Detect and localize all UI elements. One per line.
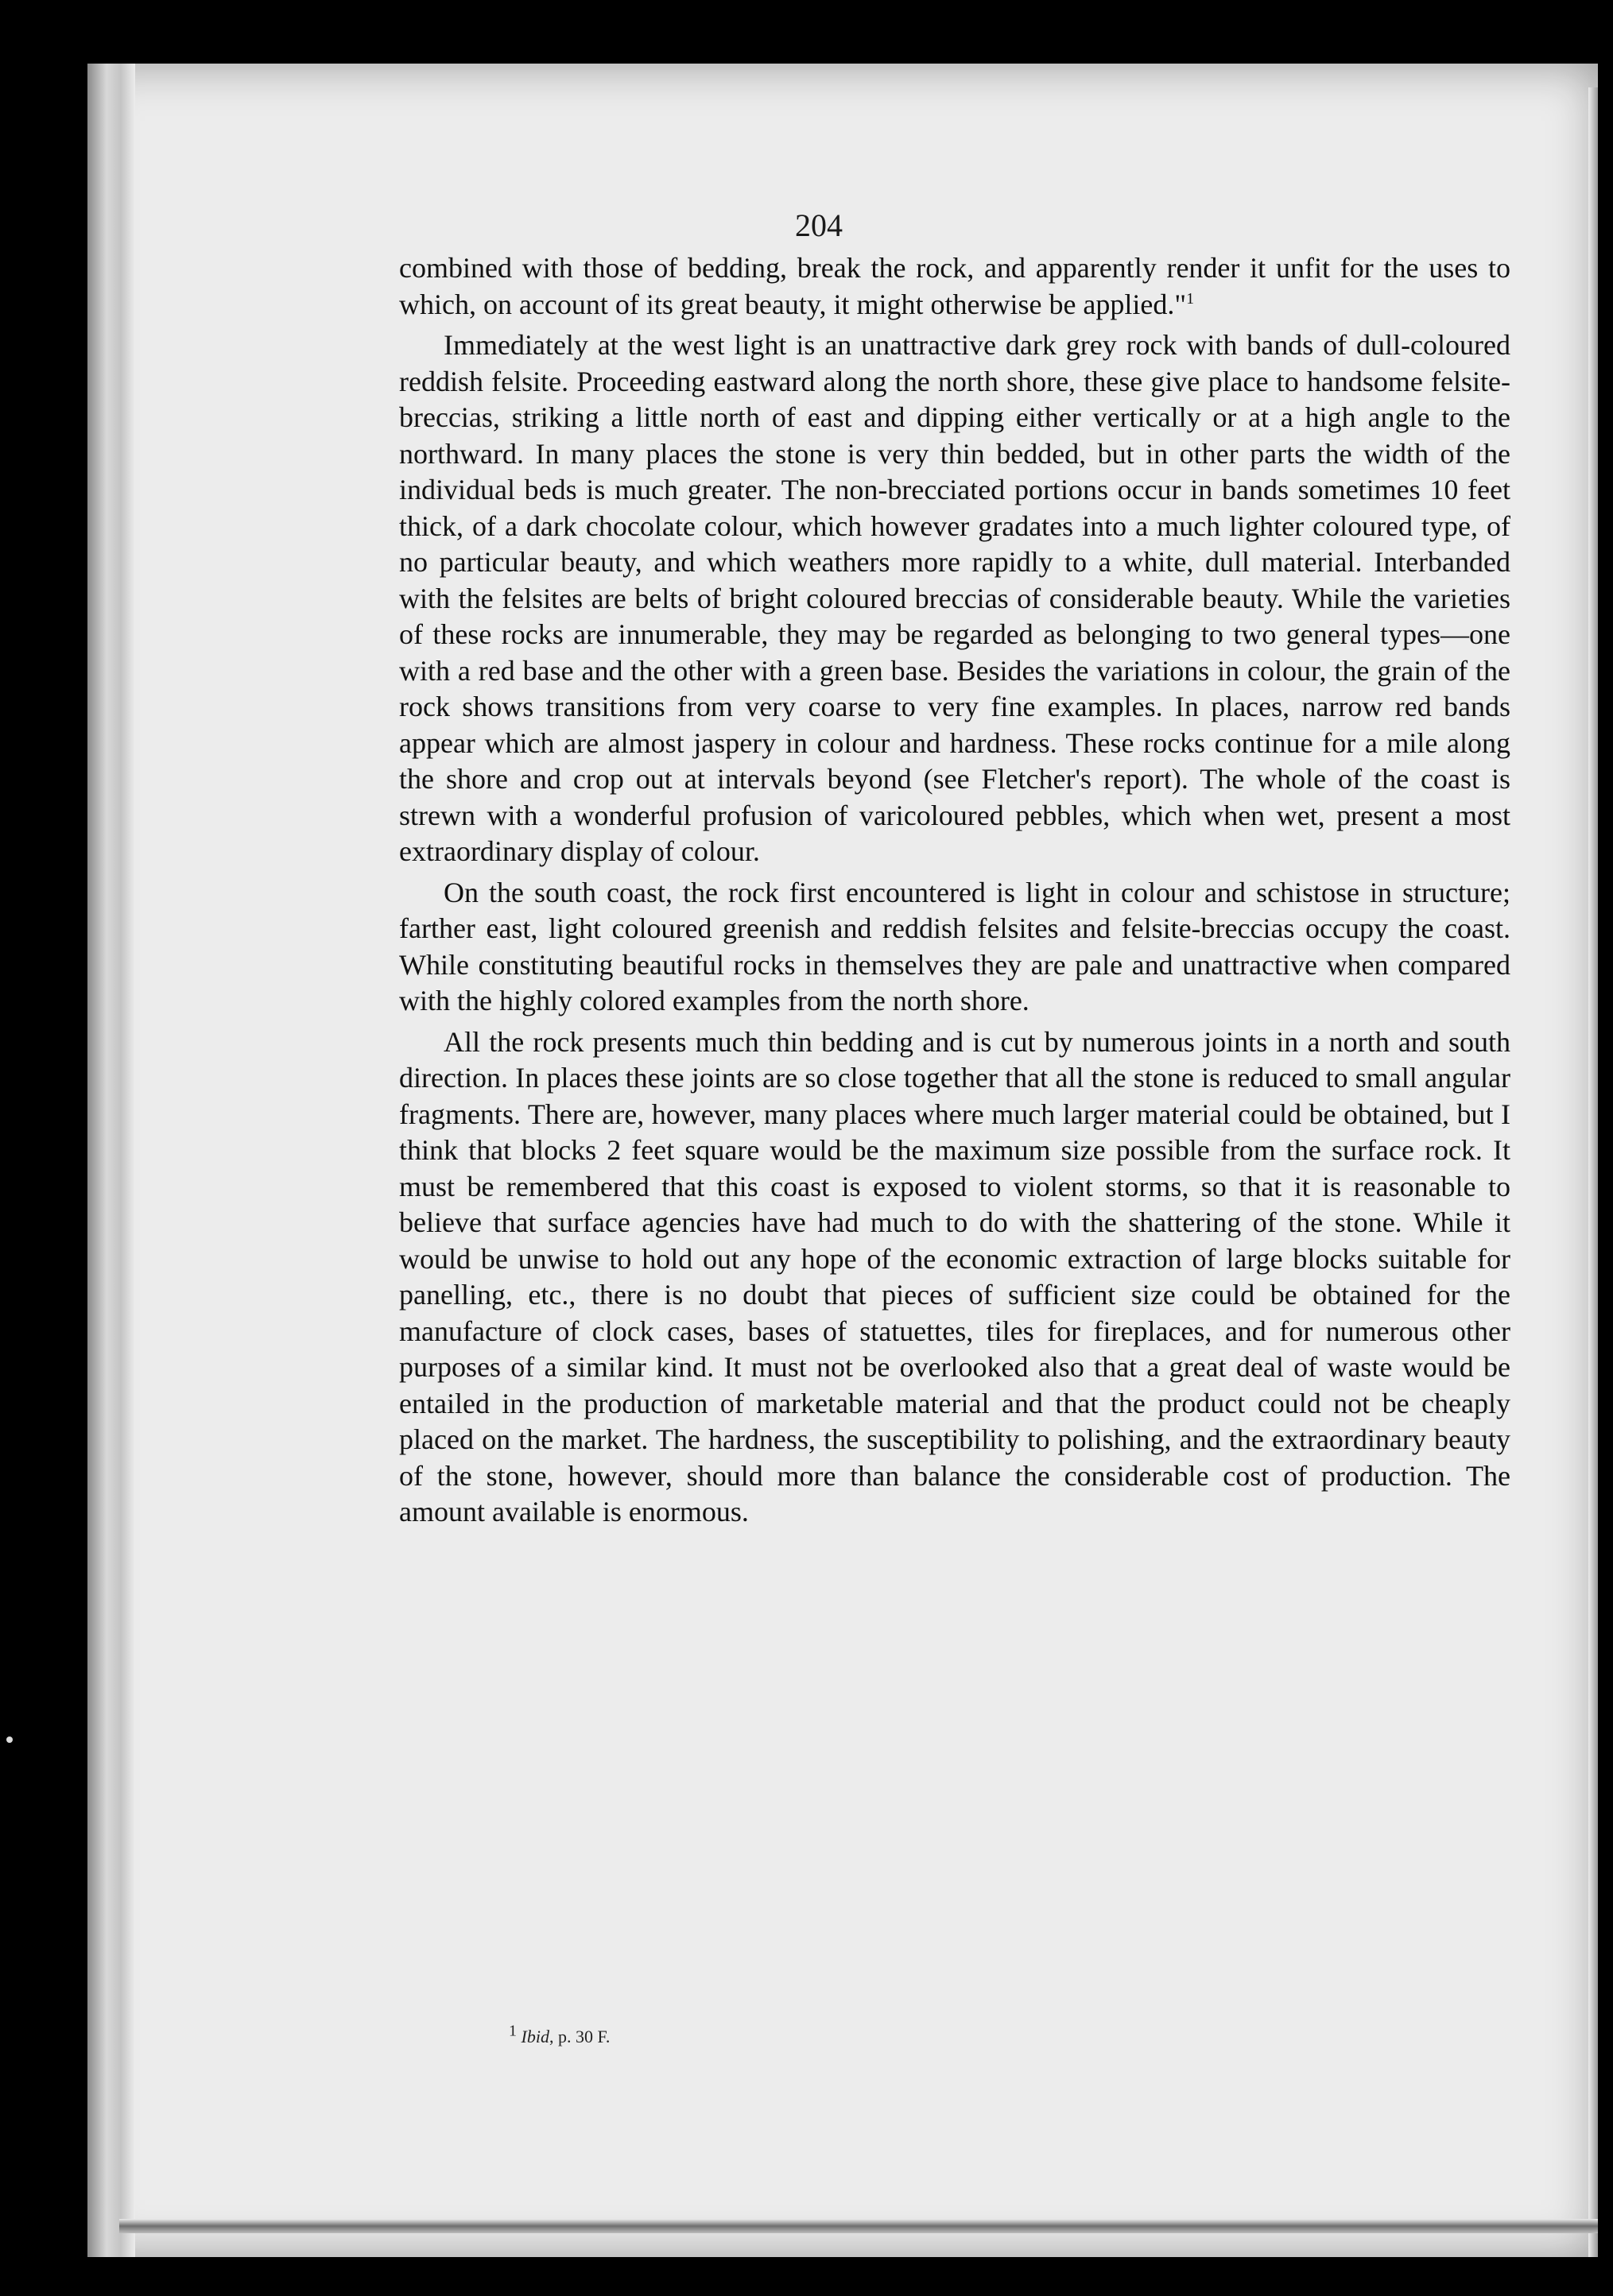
body-text xyxy=(399,250,1510,1531)
footnote-number: 1 xyxy=(509,2022,517,2040)
footnote xyxy=(509,2022,611,2047)
page-bottom-edge xyxy=(119,2219,1598,2233)
page-number: 204 xyxy=(795,207,843,243)
paragraph-north-shore: Immediately at the west light is an unattractive dark grey rock with bands of dull-coloured reddish felsite. Proceeding eastward along the north shore, these give place to handsome felsite-breccias, striking a little north of east and dipping either vertically or at a high angle to the northward. In many places the stone is very thin bedded, but in other parts the width of the individual beds is much greater. The non-brecciated portions occur in bands sometimes 10 feet thick, of a dark chocolate colour, which however gradates into a much lighter coloured type, of no particular beauty, and which weathers more rapidly to a white, dull material. Interbanded with the felsites are belts of bright coloured breccias of considerable beauty. While the varieties of these rocks are innumerable, they may be regarded as belonging to two general types—one with a red base and the other with a green base. Besides the variations in colour, the grain of the rock shows transitions from very coarse to very fine examples. In places, narrow red bands appear which are almost jaspery in colour and hardness. These rocks continue for a mile along the shore and crop out at intervals beyond (see Fletcher's report). The whole of the coast is strewn with a wonderful profusion of varicoloured pebbles, which when wet, present a most extraordinary display of colour. xyxy=(399,329,1510,867)
footnote-ref: 1 xyxy=(1186,289,1195,308)
footnote-ibid: Ibid xyxy=(521,2027,549,2046)
footnote-citation: , p. 30 F. xyxy=(549,2027,611,2046)
page-right-edge xyxy=(1588,87,1598,2257)
paragraph-1-text: combined with those of bedding, break the rock, and apparently render it unfit for the uses to which, on account of its great beauty, it might otherwise be applied." xyxy=(399,252,1510,320)
paragraph-south-coast: On the south coast, the rock first encountered is light in colour and schistose in structure; farther east, light coloured greenish and reddish felsites and felsite-breccias occupy the coast. While constituting beautiful rocks in themselves they are pale and unattractive when compared with the highly colored examples from the north shore. xyxy=(399,876,1510,1016)
scan-speck xyxy=(6,1737,13,1743)
page-spine-shadow xyxy=(87,64,135,2257)
scanned-page xyxy=(87,64,1598,2257)
paragraph-bedding: All the rock presents much thin bedding and is cut by numerous joints in a north and south direction. In places these joints are so close together that all the stone is reduced to small angular fragments. There are, however, many places where much larger material could be obtained, but I think that blocks 2 feet square would be the maximum size possible from the surface rock. It must be remembered that this coast is exposed to violent storms, so that it is reasonable to believe that surface agencies have had much to do with the shattering of the stone. While it would be unwise to hold out any hope of the economic extraction of large blocks suitable for panelling, etc., there is no doubt that pieces of sufficient size could be obtained for the manufacture of clock cases, bases of statuettes, tiles for fireplaces, and for numerous other purposes of a similar kind. It must not be overlooked also that a great deal of waste would be entailed in the production of marketable material and that the product could not be cheaply placed on the market. The hardness, the susceptibility to polishing, and the extraordinary beauty of the stone, however, should more than balance the considerable cost of production. The amount available is enormous. xyxy=(399,1025,1510,1527)
paragraph-continued xyxy=(399,250,1510,323)
